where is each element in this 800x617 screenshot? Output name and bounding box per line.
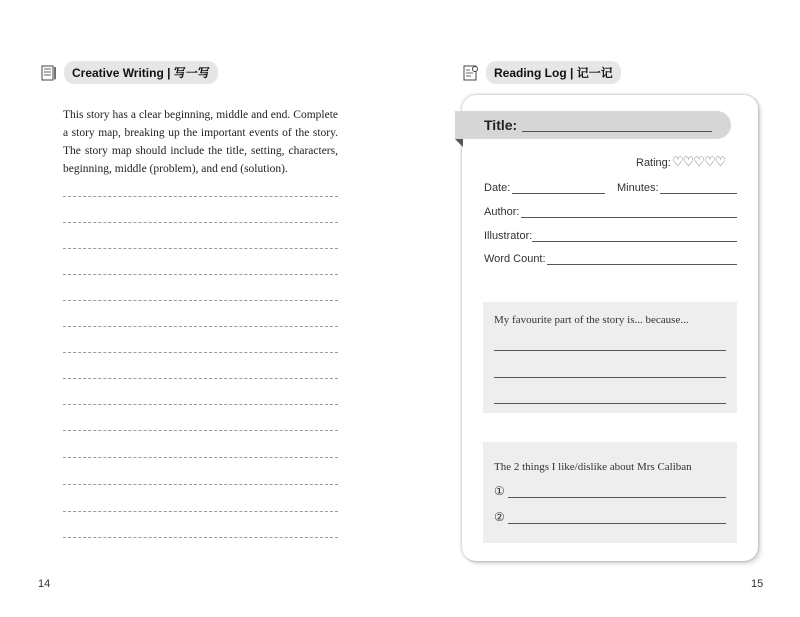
item-two-line[interactable] bbox=[508, 523, 726, 524]
writing-line[interactable] bbox=[63, 457, 338, 458]
writing-line[interactable] bbox=[63, 196, 338, 197]
writing-line[interactable] bbox=[63, 537, 338, 538]
illustrator-label: Illustrator: bbox=[484, 230, 533, 242]
illustrator-field[interactable] bbox=[532, 241, 737, 242]
writing-line[interactable] bbox=[63, 404, 338, 405]
word-count-label: Word Count: bbox=[484, 253, 546, 265]
writing-line[interactable] bbox=[63, 222, 338, 223]
word-count-field[interactable] bbox=[547, 264, 737, 265]
reading-log-header bbox=[462, 61, 621, 84]
favourite-line[interactable] bbox=[494, 377, 726, 378]
favourite-line[interactable] bbox=[494, 403, 726, 404]
writing-line[interactable] bbox=[63, 484, 338, 485]
date-field[interactable] bbox=[512, 193, 605, 194]
reading-log-icon bbox=[462, 64, 480, 82]
like-dislike-prompt: The 2 things I like/dislike about Mrs Caliban bbox=[494, 461, 692, 473]
writing-line[interactable] bbox=[63, 352, 338, 353]
writing-line[interactable] bbox=[63, 300, 338, 301]
writing-line[interactable] bbox=[63, 511, 338, 512]
reading-log-heading: Reading Log | 记一记 bbox=[486, 61, 621, 84]
item-one-marker: ① bbox=[494, 484, 505, 498]
writing-line[interactable] bbox=[63, 274, 338, 275]
item-two-marker: ② bbox=[494, 510, 505, 524]
rating-label: Rating: bbox=[636, 157, 671, 169]
minutes-label: Minutes: bbox=[617, 182, 659, 194]
creative-writing-instructions: This story has a clear beginning, middle and end. Complete a story map, breaking up the important events of the story. The story map should include the title, setting, characters, beginning, middle (problem), and end (solution). bbox=[63, 109, 338, 175]
like-dislike-box bbox=[483, 442, 737, 543]
writing-line[interactable] bbox=[63, 378, 338, 379]
author-label: Author: bbox=[484, 206, 520, 218]
title-bar-fold bbox=[455, 139, 463, 147]
date-label: Date: bbox=[484, 182, 511, 194]
rating-hearts[interactable]: ♡♡♡♡♡ bbox=[672, 154, 726, 169]
page-number-left: 14 bbox=[38, 578, 51, 590]
author-field[interactable] bbox=[521, 217, 737, 218]
writing-line[interactable] bbox=[63, 248, 338, 249]
writing-line[interactable] bbox=[63, 326, 338, 327]
favourite-part-prompt: My favourite part of the story is... because... bbox=[494, 314, 689, 326]
minutes-field[interactable] bbox=[660, 193, 737, 194]
page-number-right: 15 bbox=[751, 578, 764, 590]
title-field[interactable] bbox=[522, 131, 712, 132]
writing-line[interactable] bbox=[63, 430, 338, 431]
notebook-pencil-icon bbox=[40, 64, 58, 82]
favourite-line[interactable] bbox=[494, 350, 726, 351]
creative-writing-header bbox=[40, 61, 218, 84]
creative-writing-heading: Creative Writing | 写一写 bbox=[64, 61, 218, 84]
title-label: Title: bbox=[484, 117, 518, 133]
item-one-line[interactable] bbox=[508, 497, 726, 498]
